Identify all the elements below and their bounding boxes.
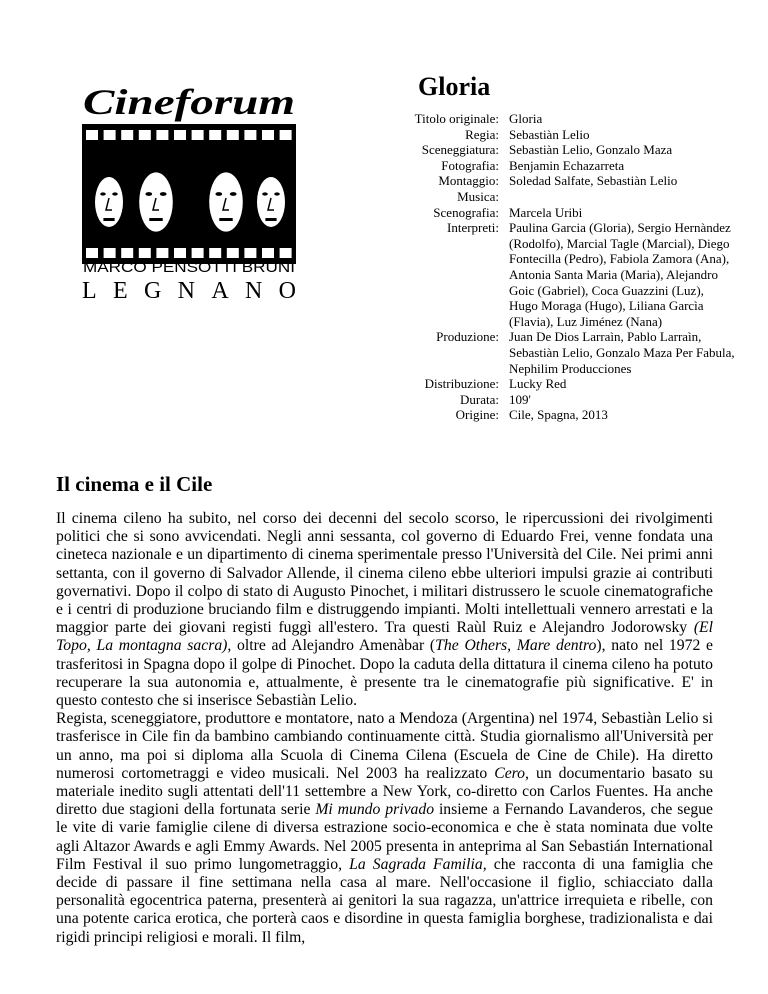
credit-label: Scenografia: [433,204,499,220]
credit-label: Interpreti: [447,220,499,236]
film-titles-italic: The Others, Mare dentro [435,637,597,655]
text-run: che racconta di una famiglia che decide di passare il fine settimana nella casa al mare. Nell'occasione il figlio, schiacciato dalla personalità egocentrica paterna, presenterà ai genitori la sua ragazza, un'attrice irrequieta e ribelle, con una potente carica erotica, che porterà caos e disordine in questa famiglia borghese, tradizionalista e dai rigidi principi religiosi e morali. Il film, [56,855,713,946]
credit-value: 109' [509,391,531,407]
paragraph-lelio-bio [56,710,713,947]
credit-row [376,376,736,392]
credit-value: Paulina Garcia (Gloria), Sergio Hernàndez (Rodolfo), Marcial Tagle (Marcial), Diego Fontecilla (Pedro), Fabiola Zamora (Ana), Antonia Santa Maria (Maria), Alejandro Goic (Gabriel), Coca Guazzini (Luz), Hugo Moraga (Hugo), Liliana Garcìa (Flavia), Luz Jiménez (Nana) [509,220,731,329]
logo-subtitle-line1: MARCO PENSOTTI BRUNI [83,259,295,276]
credit-value [509,189,736,205]
credit-row [376,220,736,329]
text-run: insieme a Fernando Lavanderos, che segue le vite di varie famiglie cilene di diversa estrazione socio-economica e che è stata nominata due volte agli Altazor Awards e agli Emmy Awards. Nel 2005 presenta in anteprima al San Sebastián International Film Festival il suo primo lungometraggio, [56,801,713,873]
face-icon [209,172,243,231]
credit-value: Lucky Red [509,376,567,392]
article-body [56,510,713,947]
film-titles-italic: (El Topo, La montagna sacra), [56,619,713,655]
credit-row [376,127,736,143]
film-title-italic: Cero, [494,764,529,782]
credit-row [376,329,736,376]
credit-label: Fotografia: [441,157,499,173]
text-run: oltre ad Alejandro Amenàbar ( [231,637,436,655]
text-run: ), nato nel 1972 e trasferitosi in Spagna dopo il golpe di Pinochet. Dopo la caduta della dittatura il cinema cileno ha potuto recuperare la sua autonomia e, attualmente, è presente tra le cinematografie più significative. E' in questo contesto che si inserisce Sebastiàn Lelio. [56,637,714,710]
face-icon [95,177,123,227]
film-strip-icon [82,124,296,264]
credit-row [376,111,736,127]
text-run: Regista, sceneggiatore, produttore e montatore, nato a Mendoza (Argentina) nel 1974, Sebastiàn Lelio si trasferisce in Cile fin da bambino cambiando continuamente città. Studia giornalismo all'Università per un anno, ma poi si diploma alla Scuola di Cinema Cilena (Escuela de Cine de Chile). Ha diretto numerosi cortometraggi e video musicali. Nel 2003 ha realizzato [56,710,713,782]
text-run: un documentario basato su materiale inedito sugli attentati dell'11 settembre a New York, co-diretto con Carlos Fuentes. Ha anche diretto due stagioni della fortunata serie [56,764,713,819]
face-icon [257,177,285,227]
credit-label: Musica: [457,188,499,204]
credit-row [376,407,736,423]
credit-value: Marcela Uribi [509,204,583,220]
credit-value: Gloria [509,111,543,126]
film-title: Gloria [418,72,491,101]
credit-row [376,189,736,205]
credit-row [376,392,736,408]
credit-row [376,158,736,174]
credit-label: Distribuzione: [424,376,499,392]
credit-value: Sebastiàn Lelio [509,126,590,142]
credit-label: Durata: [460,391,499,407]
credit-value: Sebastiàn Lelio, Gonzalo Maza [509,142,673,158]
credit-label: Regia: [465,126,499,142]
credit-value: Benjamin Echazarreta [509,157,625,173]
credit-row [376,205,736,221]
credit-row [376,173,736,189]
cineforum-logo [76,84,302,304]
credit-value: Cile, Spagna, 2013 [509,407,608,423]
credit-label: Produzione: [436,329,499,345]
credit-label: Montaggio: [438,173,499,189]
credit-label: Sceneggiatura: [421,142,499,158]
section-heading: Il cinema e il Cile [56,472,213,496]
paragraph-cinema-cile [56,510,713,710]
credit-label: Titolo originale: [414,111,499,126]
film-title-italic: La Sagrada Familia, [349,855,487,873]
logo-subtitle-line2: LEGNANO [82,278,296,304]
credit-value: Juan De Dios Larraìn, Pablo Larraìn, Sebastiàn Lelio, Gonzalo Maza Per Fabula, Nephilim Producciones [509,329,735,376]
credits-table [376,111,736,423]
credit-row [376,142,736,158]
text-run: Il cinema cileno ha subito, nel corso dei decenni del secolo scorso, le ripercussioni dei rivolgimenti politici che si sono avvicendati. Negli anni sessanta, col governo di Eduardo Frei, venne fondata una cineteca nazionale e un dipartimento di cinema sperimentale presso l'Università del Cile. Nei primi anni settanta, con il governo di Salvador Allende, il cinema cileno ebbe ulteriori impulsi grazie ai contributi governativi. Dopo il colpo di stato di Augusto Pinochet, i militari distrussero le scuole cinematografiche e i centri di produzione bruciando film e distruggendo impianti. Molti intellettuali vennero arrestati e la maggior parte dei giovani registi fuggì all'estero. Tra questi Raùl Ruiz e Alejandro Jodorowsky [56,510,713,637]
face-icon [139,172,173,231]
credit-label: Origine: [455,407,499,423]
credit-value: Soledad Salfate, Sebastiàn Lelio [509,173,678,189]
logo-title: Cineforum [83,84,295,122]
series-title-italic: Mi mundo privado [315,801,435,819]
